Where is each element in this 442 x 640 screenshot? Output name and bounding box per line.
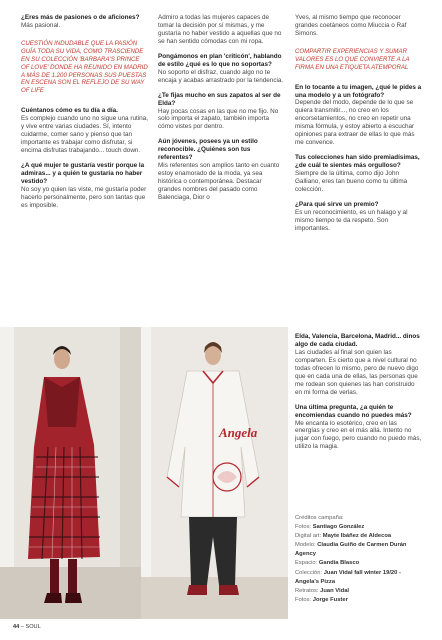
answer: Es complejo cuando uno no sigue una rutina, y vive entre varias ciudades. Sí, intento cuidarme, comer sano y pienso que tan importante es trabajar como disfrutar, si encima disfrutas trabajando... touch down. (21, 115, 148, 155)
question: Pongámonos en plan 'criticón', hablando de estilo ¿qué es lo que no soportas? (158, 52, 282, 68)
qa-block (295, 333, 423, 397)
credits-list (295, 523, 425, 605)
text-column-1 (21, 14, 149, 217)
shirt-print-text: Angela (219, 425, 258, 440)
answer: Más pasional. (21, 21, 61, 29)
fashion-photo-white-shirt (141, 327, 288, 619)
answer: Siempre de la última, como dijo John Galliano, eres tan bueno como tu última colección. (295, 170, 408, 194)
text-column-2 (158, 14, 286, 209)
credit-value: Mayte Ibáñez de Aldecoa (322, 533, 392, 540)
question: ¿Eres más de pasiones o de aficiones? (21, 14, 140, 21)
qa-block (295, 404, 423, 452)
question: ¿Te fijas mucho en sus zapatos al ser de Elda? (158, 91, 281, 107)
photo-illustration-1 (0, 327, 141, 619)
question: Tus colecciones han sido premiadísimas, ¿de cuál te sientes más orgulloso? (295, 154, 420, 170)
question: ¿Para qué sirve un premio? (295, 200, 379, 208)
answer: Depende del modo, depende de lo que se quiera transmitir..., no creo en los encorsetamientos, no creo en repetir una misma fórmula, y estoy abierto a escuchar opiniones para extraer de ellas lo que más me convence. (295, 99, 415, 147)
footer-separator: – (19, 624, 26, 630)
qa-block (158, 53, 286, 85)
credit-label: Fotos: (295, 524, 312, 531)
qa-block (158, 14, 286, 46)
question: Aún jóvenes, posees ya un estilo reconocible. ¿Quiénes son tus referentes? (158, 138, 258, 162)
pull-quote: COMPARTIR EXPERIENCIAS Y SUMAR VALORES ES LO QUE CONVIERTE A LA FIRMA EN UNA ETIQUETA ATEMPORAL (295, 47, 410, 71)
credit-label: Digital art: (295, 533, 322, 540)
credit-line (295, 523, 425, 532)
photo-illustration-2 (141, 327, 288, 619)
text-column-3-lower (295, 333, 423, 458)
question: Elda, Valencia, Barcelona, Madrid... dinos algo de cada ciudad. (295, 333, 420, 348)
credit-value: Juan Vidal (320, 587, 350, 594)
question: En lo tocante a tu imagen, ¿qué le pides a una modelo y a un fotógrafo? (295, 83, 422, 99)
credit-line (295, 596, 425, 605)
credits-title: Créditos campaña: (295, 515, 344, 521)
credit-line (295, 532, 425, 541)
page-number: 44 (13, 624, 20, 630)
question: Una última pregunta, ¿a quién te encomiendas cuando no puedes más? (295, 403, 412, 419)
question: Cuéntanos cómo es tu día a día. (21, 107, 118, 115)
credit-line (295, 559, 425, 568)
qa-block (295, 201, 423, 233)
qa-block (295, 84, 423, 148)
answer: No soy yo quien las viste, me gustaría poder hacerlo personalmente, pero son tantas que es imposible. (21, 185, 147, 209)
answer: Yves, al mismo tiempo que reconocer grandes coetáneos como Miuccia o Raf Simons. (295, 14, 407, 37)
magazine-name: SOUL (25, 624, 41, 630)
pull-quote: CUESTIÓN INDUDABLE QUE LA PASIÓN GUÍA TODA SU VIDA, COMO TRASCIENDE EN SU COLECCIÓN 'BARBARA'S PRINCE OF LOVE' DONDE HA REUNIDO EN MADRID A MÁS DE 1.200 PERSONAS SUS PUESTAS EN ESCENA SON EL REFLEJO DE SU WAY OF LIFE (21, 39, 148, 95)
credit-label: Modelo: (295, 542, 316, 549)
credit-label: Fotos: (295, 596, 312, 603)
credit-value: Claudia Guiño de Carmen Durán Agency (295, 542, 407, 558)
qa-block (158, 92, 286, 132)
answer: Me encanta lo esotérico, creo en las energías y creo en el más allá. Intento no jugar con fuego, pero cuando no puedo más, utilizo la magia. (295, 419, 422, 451)
credit-line (295, 541, 425, 559)
answer: Las ciudades al final son quien las comparten. Es cierto que a nivel cultural no todas ofrecen lo mismo, pero de nuevo digo que en cada una de ellas, las personas que me rodean son quienes las han construido en mi forma de verlas. (295, 348, 419, 396)
credit-line (295, 569, 425, 587)
qa-block (21, 14, 149, 30)
credit-value: Juan Vidal fall winter 19/20 - Angela's Pizza (295, 569, 401, 585)
question: ¿A qué mujer te gustaría vestir porque la admiras... y a quién te gustaría no haber vestido? (21, 161, 145, 185)
photo-credits (295, 514, 425, 605)
credit-label: Espacio: (295, 560, 318, 567)
fashion-photo-tartan-coat (0, 327, 141, 619)
credit-label: Retratos: (295, 587, 319, 594)
qa-block (295, 154, 423, 194)
qa-block (295, 14, 423, 38)
answer: Admiro a todas las mujeres capaces de tomar la decisión por sí mismas, y me gustaría no haber vestido a aquellas que no se han sentido cómodas con mi ropa. (158, 14, 282, 45)
answer: No soporto el disfraz, cuando algo no te encaja y acabas arrastrado por la tendencia. (158, 68, 284, 84)
credit-value: Gandía Blasco (318, 560, 360, 567)
credit-line (295, 587, 425, 596)
answer: Es un reconocimiento, es un halago y al mismo tiempo te da respeto. Son importantes. (295, 208, 408, 232)
credit-label: Colección: (295, 569, 323, 576)
credit-value: Jorge Fuster (312, 596, 348, 603)
answer: Hay pocas cosas en las que no me fijo. No solo importa el zapato, también importa cómo vistes por dentro. (158, 107, 279, 131)
qa-block (21, 107, 149, 155)
qa-block (158, 138, 286, 202)
qa-block (21, 162, 149, 210)
text-column-3 (295, 14, 423, 240)
page-footer (13, 624, 41, 630)
credit-value: Santiago González (312, 524, 365, 531)
answer: Mis referentes son amplios tanto en cuanto estoy enamorado de la moda, ya sea histórica o contemporánea. Destacar grandes nombres del pasado como Balenciaga, Dior o (158, 162, 280, 202)
